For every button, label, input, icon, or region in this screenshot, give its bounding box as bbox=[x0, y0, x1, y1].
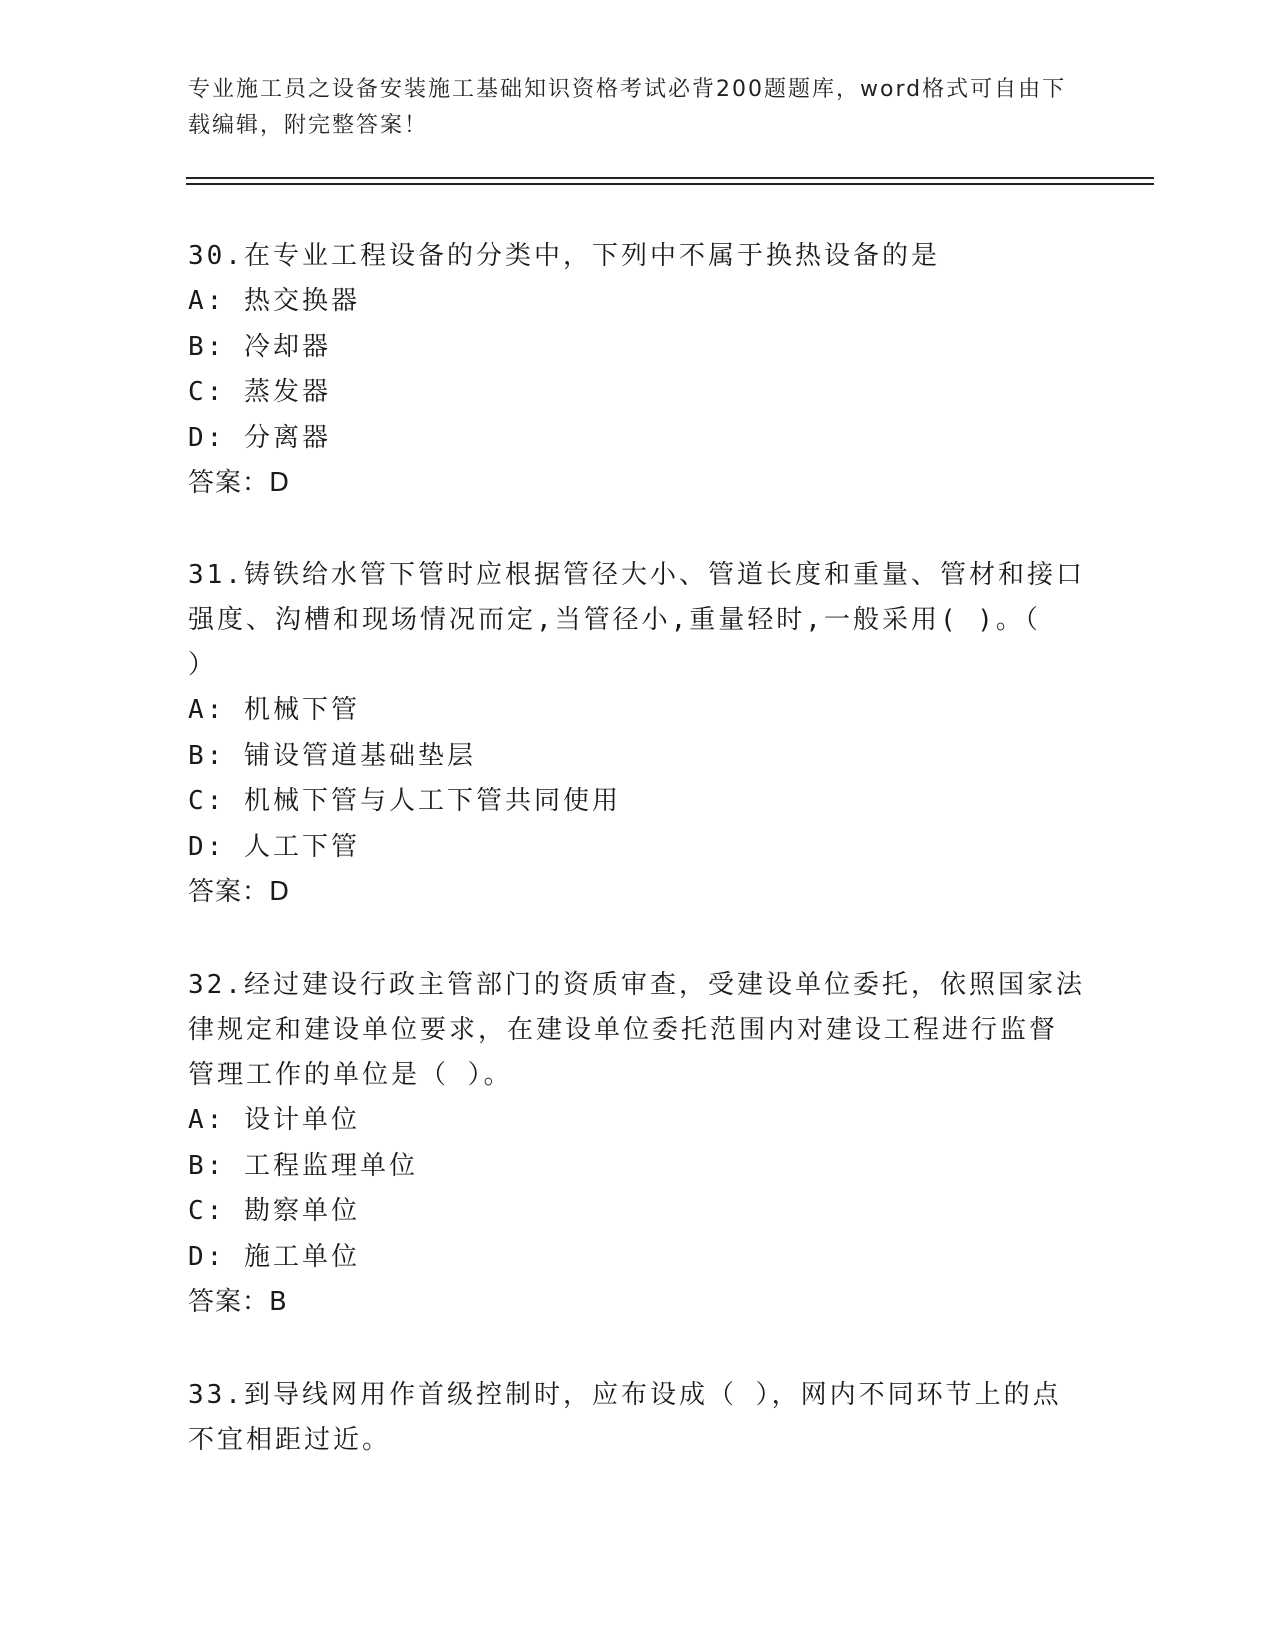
question-text: ） bbox=[188, 650, 218, 680]
option-a: A: 机械下管 bbox=[188, 695, 360, 725]
header-divider-bottom bbox=[186, 183, 1154, 185]
answer-label: 答案：D bbox=[188, 877, 291, 907]
header-text: 专业施工员之设备安装施工基础知识资格考试必背200题题库，word格式可自由下载编辑，附完整答案！ bbox=[188, 77, 1067, 138]
header-divider-top bbox=[186, 177, 1154, 179]
document-header bbox=[188, 72, 1078, 144]
option-d: D: 施工单位 bbox=[188, 1241, 360, 1272]
option-b: B: 铺设管道基础垫层 bbox=[188, 740, 476, 771]
option-c: C: 勘察单位 bbox=[188, 1196, 360, 1226]
answer-label: 答案：B bbox=[188, 1287, 288, 1317]
option-d: D: 人工下管 bbox=[188, 831, 360, 862]
question-text: 强度、沟槽和现场情况而定,当管径小,重量轻时,一般采用( )。（ bbox=[188, 605, 1041, 635]
question-33 bbox=[188, 1373, 1088, 1463]
option-a: A: 热交换器 bbox=[188, 286, 360, 316]
option-c: C: 机械下管与人工下管共同使用 bbox=[188, 786, 621, 816]
question-31 bbox=[188, 553, 1088, 915]
option-b: B: 工程监理单位 bbox=[188, 1150, 418, 1181]
question-text: 律规定和建设单位要求，在建设单位委托范围内对建设工程进行监督 bbox=[188, 1015, 1059, 1045]
option-c: C: 蒸发器 bbox=[188, 377, 331, 407]
question-text: 不宜相距过近。 bbox=[188, 1425, 392, 1455]
answer-label: 答案：D bbox=[188, 468, 291, 498]
question-30 bbox=[188, 234, 1088, 506]
option-a: A: 设计单位 bbox=[188, 1105, 360, 1135]
question-text: 33.到导线网用作首级控制时，应布设成（ ），网内不同环节上的点 bbox=[188, 1380, 1062, 1410]
option-b: B: 冷却器 bbox=[188, 331, 331, 362]
question-text: 31.铸铁给水管下管时应根据管径大小、管道长度和重量、管材和接口 bbox=[188, 560, 1085, 590]
question-text: 32.经过建设行政主管部门的资质审查，受建设单位委托，依照国家法 bbox=[188, 970, 1085, 1000]
option-d: D: 分离器 bbox=[188, 422, 331, 453]
question-32 bbox=[188, 963, 1088, 1325]
question-text: 管理工作的单位是（ ）。 bbox=[188, 1060, 513, 1090]
question-text: 30.在专业工程设备的分类中，下列中不属于换热设备的是 bbox=[188, 241, 940, 271]
